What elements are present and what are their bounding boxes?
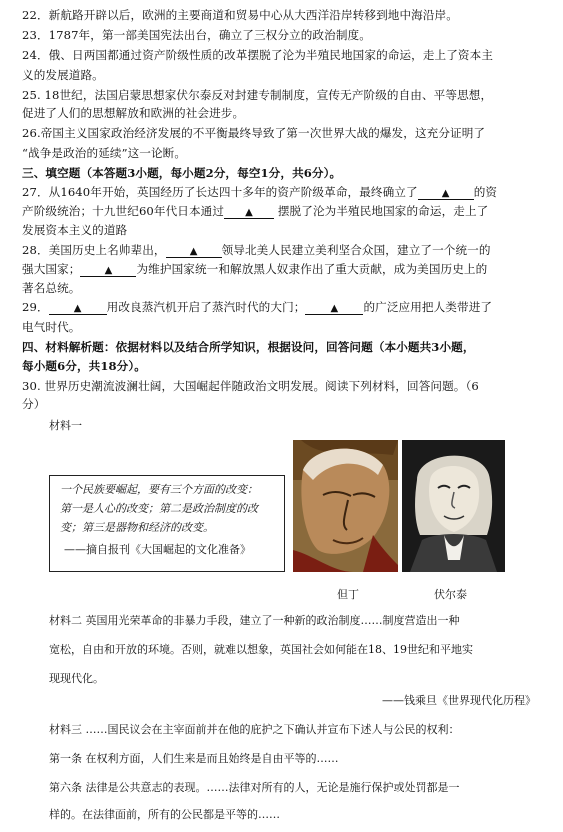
quote-box	[49, 475, 285, 572]
answer-blank[interactable]: ▲	[305, 303, 363, 315]
q28-text-a: 28．美国历史上名帅辈出，	[22, 243, 166, 257]
question-29-line2: 电气时代。	[22, 320, 81, 334]
dante-portrait	[293, 440, 398, 572]
section-4-heading-line1: 四、材料解析题：依据材料以及结合所学知识，根据设问，回答问题（本小题共3小题，	[22, 340, 475, 354]
material-3-line: 样的。在法律面前，所有的公民都是平等的……	[49, 808, 280, 821]
q28-text-d: 为维护国家统一和解放黑人奴隶作出了重大贡献，成为美国历史上的	[136, 262, 488, 276]
answer-blank[interactable]: ▲	[418, 188, 474, 200]
statement-24-line1: 24．俄、日两国都通过资产阶级性质的改革摆脱了沦为半殖民地国家的命运，走上了资本主	[22, 48, 494, 62]
question-30-line1: 30. 世界历史潮流波澜壮阔，大国崛起伴随政治文明发展。阅读下列材料，回答问题。（6	[22, 379, 479, 393]
material-3-line: 第六条 法律是公共意志的表现。……法律对所有的人，无论是施行保护或处罚都是一	[49, 781, 460, 794]
material-2-line: 材料二 英国用光荣革命的非暴力手段，建立了一种新的政治制度……制度营造出一种	[49, 614, 460, 627]
q28-text-b: 领导北美人民建立美利坚合众国，建立了一个统一的	[221, 243, 491, 257]
material-1-label: 材料一	[49, 419, 82, 432]
answer-blank[interactable]: ▲	[224, 207, 274, 219]
statement-26-line2: “战争是政治的延续”这一论断。	[22, 146, 187, 160]
material-2-line: 宽松，自由和开放的环境。否则，就难以想象，英国社会如何能在18、19世纪和平地实	[49, 643, 473, 656]
quote-line: 一个民族要崛起，要有三个方面的改变：	[60, 483, 258, 496]
statement-26-line1: 26.帝国主义国家政治经济发展的不平衡最终导致了第一次世界大战的爆发，这充分证明了	[22, 126, 486, 140]
q27-text-b: 的资	[473, 185, 498, 199]
statement-24-line2: 义的发展道路。	[22, 68, 104, 82]
section-3-heading: 三、填空题（本答题3小题，每小题2分，每空1分，共6分）。	[22, 166, 342, 180]
caption-dante: 但丁	[337, 588, 359, 601]
quote-line: 变；第三是器物和经济的改变。	[60, 521, 214, 534]
material-3-line: 第一条 在权利方面，人们生来是而且始终是自由平等的……	[49, 752, 339, 765]
answer-blank[interactable]: ▲	[49, 303, 107, 315]
voltaire-portrait	[402, 440, 505, 572]
question-27-line2	[22, 204, 544, 219]
section-4-heading-line2: 每小题6分，共18分）。	[22, 359, 146, 373]
q27-text-c: 产阶级统治；十九世纪60年代日本通过	[22, 204, 225, 218]
material-2-source: ——钱乘旦《世界现代化历程》	[382, 694, 536, 707]
question-28-line1	[22, 243, 544, 258]
q27-text-d: 摆脱了沦为半殖民地国家的命运，走上了	[277, 204, 489, 218]
question-27-line3: 发展资本主义的道路	[22, 223, 128, 237]
statement-25-line1: 25. 18世纪，法国启蒙思想家伏尔泰反对封建专制制度，宣传无产阶级的自由、平等思想，	[22, 88, 493, 102]
material-3-line: 材料三 ……国民议会在主宰面前并在他的庇护之下确认并宣布下述人与公民的权利：	[49, 723, 460, 736]
q27-text-a: 27．从1640年开始，英国经历了长达四十多年的资产阶级革命，最终确立了	[22, 185, 418, 199]
answer-blank[interactable]: ▲	[166, 246, 222, 258]
quote-source: ——摘自报刊《大国崛起的文化准备》	[64, 543, 251, 556]
caption-voltaire: 伏尔泰	[434, 588, 467, 601]
statement-23: 23．1787年，第一部美国宪法出台，确立了三权分立的政治制度。	[22, 28, 371, 42]
quote-line: 第一是人心的改变；第二是政治制度的改	[60, 502, 258, 515]
q29-text-b: 的广泛应用把人类带进了	[363, 300, 493, 314]
material-2-line: 现现代化。	[49, 672, 104, 685]
q29-text-a: 用改良蒸汽机开启了蒸汽时代的大门；	[106, 300, 306, 314]
statement-22: 22．新航路开辟以后，欧洲的主要商道和贸易中心从大西洋沿岸转移到地中海沿岸。	[22, 8, 458, 22]
question-27-line1	[22, 185, 544, 200]
q28-text-c: 强大国家；	[22, 262, 81, 276]
question-28-line3: 著名总统。	[22, 281, 81, 295]
q29-num: 29．	[22, 300, 49, 314]
answer-blank[interactable]: ▲	[80, 265, 136, 277]
question-29-line1	[22, 300, 544, 315]
statement-25-line2: 促进了人们的思想解放和欧洲的社会进步。	[22, 106, 245, 120]
question-30-line2: 分）	[22, 397, 46, 411]
question-28-line2	[22, 262, 544, 277]
